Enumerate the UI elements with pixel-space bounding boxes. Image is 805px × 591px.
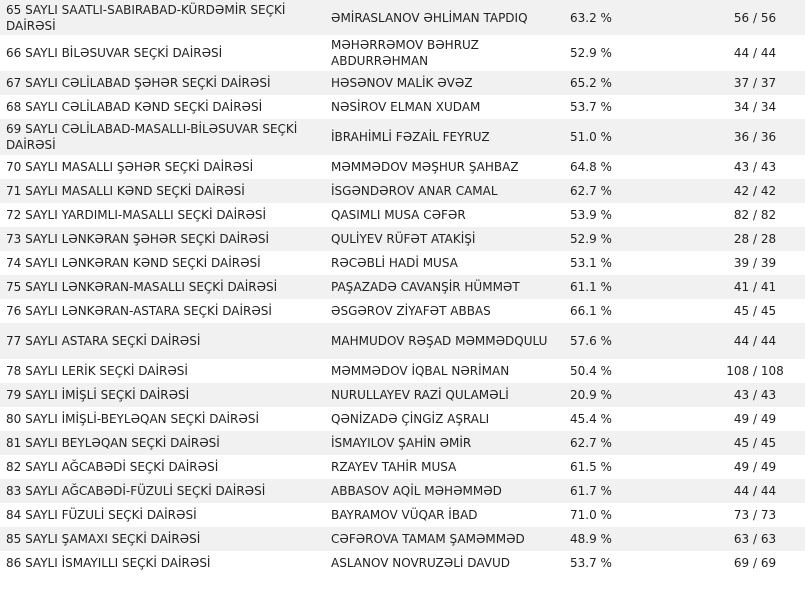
candidate-cell: NURULLAYEV RAZİ QULAMƏLİ: [325, 383, 564, 407]
district-cell: 76 SAYLI LƏNKƏRAN-ASTARA SEÇKİ DAİRƏSİ: [0, 299, 325, 323]
candidate-cell: PAŞAZADƏ CAVANŞİR HÜMMƏT: [325, 275, 564, 299]
percent-cell: 61.1 %: [564, 275, 699, 299]
candidate-cell: BAYRAMOV VÜQAR İBAD: [325, 503, 564, 527]
table-row: [0, 503, 805, 527]
percent-cell: 52.9 %: [564, 35, 699, 71]
percent-cell: 61.5 %: [564, 455, 699, 479]
stations-cell: 44 / 44: [699, 479, 805, 503]
candidate-cell: İSMAYILOV ŞAHİN ƏMİR: [325, 431, 564, 455]
stations-cell: 45 / 45: [699, 299, 805, 323]
district-cell: 77 SAYLI ASTARA SEÇKİ DAİRƏSİ: [0, 323, 325, 359]
table-row: [0, 383, 805, 407]
district-cell: 69 SAYLI CƏLİLABAD-MASALLI-BİLƏSUVAR SEÇKİ DAİRƏSİ: [0, 119, 325, 155]
stations-cell: 43 / 43: [699, 155, 805, 179]
district-cell: 85 SAYLI ŞAMAXI SEÇKİ DAİRƏSİ: [0, 527, 325, 551]
candidate-cell: QASIMLI MUSA CƏFƏR: [325, 203, 564, 227]
stations-cell: 73 / 73: [699, 503, 805, 527]
district-cell: 73 SAYLI LƏNKƏRAN ŞƏHƏR SEÇKİ DAİRƏSİ: [0, 227, 325, 251]
table-row: [0, 479, 805, 503]
candidate-cell: ASLANOV NOVRUZƏLİ DAVUD: [325, 551, 564, 575]
stations-cell: 49 / 49: [699, 455, 805, 479]
table-row: [0, 299, 805, 323]
stations-cell: 39 / 39: [699, 251, 805, 275]
stations-cell: 44 / 44: [699, 35, 805, 71]
candidate-cell: CƏFƏROVA TAMAM ŞAMƏMMƏD: [325, 527, 564, 551]
district-cell: 81 SAYLI BEYLƏQAN SEÇKİ DAİRƏSİ: [0, 431, 325, 455]
district-cell: 86 SAYLI İSMAYILLI SEÇKİ DAİRƏSİ: [0, 551, 325, 575]
table-row: [0, 95, 805, 119]
candidate-cell: NƏSİROV ELMAN XUDAM: [325, 95, 564, 119]
stations-cell: 63 / 63: [699, 527, 805, 551]
percent-cell: 61.7 %: [564, 479, 699, 503]
district-cell: 72 SAYLI YARDIMLI-MASALLI SEÇKİ DAİRƏSİ: [0, 203, 325, 227]
candidate-cell: RZAYEV TAHİR MUSA: [325, 455, 564, 479]
candidate-cell: İBRAHİMLİ FƏZAİL FEYRUZ: [325, 119, 564, 155]
percent-cell: 64.8 %: [564, 155, 699, 179]
percent-cell: 53.9 %: [564, 203, 699, 227]
district-cell: 80 SAYLI İMİŞLİ-BEYLƏQAN SEÇKİ DAİRƏSİ: [0, 407, 325, 431]
table-row: [0, 35, 805, 71]
candidate-cell: ƏSGƏROV ZİYAFƏT ABBAS: [325, 299, 564, 323]
stations-cell: 41 / 41: [699, 275, 805, 299]
table-row: [0, 179, 805, 203]
district-cell: 65 SAYLI SAATLI-SABIRABAD-KÜRDƏMİR SEÇKİ DAİRƏSİ: [0, 0, 325, 35]
district-cell: 75 SAYLI LƏNKƏRAN-MASALLI SEÇKİ DAİRƏSİ: [0, 275, 325, 299]
stations-cell: 43 / 43: [699, 383, 805, 407]
candidate-cell: MƏHƏRRƏMOV BƏHRUZ ABDURRƏHMAN: [325, 35, 564, 71]
table-row: [0, 431, 805, 455]
stations-cell: 36 / 36: [699, 119, 805, 155]
percent-cell: 65.2 %: [564, 71, 699, 95]
table-row: [0, 527, 805, 551]
percent-cell: 50.4 %: [564, 359, 699, 383]
district-cell: 70 SAYLI MASALLI ŞƏHƏR SEÇKİ DAİRƏSİ: [0, 155, 325, 179]
percent-cell: 66.1 %: [564, 299, 699, 323]
district-cell: 78 SAYLI LERİK SEÇKİ DAİRƏSİ: [0, 359, 325, 383]
table-row: [0, 251, 805, 275]
stations-cell: 45 / 45: [699, 431, 805, 455]
stations-cell: 49 / 49: [699, 407, 805, 431]
district-cell: 71 SAYLI MASALLI KƏND SEÇKİ DAİRƏSİ: [0, 179, 325, 203]
candidate-cell: MƏMMƏDOV İQBAL NƏRİMAN: [325, 359, 564, 383]
table-row: [0, 359, 805, 383]
table-row: [0, 71, 805, 95]
stations-cell: 44 / 44: [699, 323, 805, 359]
table-row: [0, 407, 805, 431]
percent-cell: 20.9 %: [564, 383, 699, 407]
table-row: [0, 119, 805, 155]
percent-cell: 62.7 %: [564, 431, 699, 455]
stations-cell: 69 / 69: [699, 551, 805, 575]
candidate-cell: MAHMUDOV RƏŞAD MƏMMƏDQULU: [325, 323, 564, 359]
stations-cell: 82 / 82: [699, 203, 805, 227]
table-row: [0, 323, 805, 359]
table-row: [0, 0, 805, 35]
candidate-cell: QULİYEV RÜFƏT ATAKİŞİ: [325, 227, 564, 251]
table-row: [0, 203, 805, 227]
percent-cell: 45.4 %: [564, 407, 699, 431]
candidate-cell: ƏMİRASLANOV ƏHLİMAN TAPDIQ: [325, 0, 564, 35]
stations-cell: 37 / 37: [699, 71, 805, 95]
table-row: [0, 155, 805, 179]
district-cell: 82 SAYLI AĞCABƏDİ SEÇKİ DAİRƏSİ: [0, 455, 325, 479]
stations-cell: 28 / 28: [699, 227, 805, 251]
district-cell: 84 SAYLI FÜZULİ SEÇKİ DAİRƏSİ: [0, 503, 325, 527]
district-cell: 67 SAYLI CƏLİLABAD ŞƏHƏR SEÇKİ DAİRƏSİ: [0, 71, 325, 95]
candidate-cell: MƏMMƏDOV MƏŞHUR ŞAHBAZ: [325, 155, 564, 179]
percent-cell: 57.6 %: [564, 323, 699, 359]
percent-cell: 63.2 %: [564, 0, 699, 35]
stations-cell: 42 / 42: [699, 179, 805, 203]
stations-cell: 108 / 108: [699, 359, 805, 383]
percent-cell: 51.0 %: [564, 119, 699, 155]
percent-cell: 62.7 %: [564, 179, 699, 203]
district-cell: 66 SAYLI BİLƏSUVAR SEÇKİ DAİRƏSİ: [0, 35, 325, 71]
table-row: [0, 551, 805, 575]
candidate-cell: HƏSƏNOV MALİK ƏVƏZ: [325, 71, 564, 95]
percent-cell: 53.7 %: [564, 551, 699, 575]
percent-cell: 53.1 %: [564, 251, 699, 275]
table-row: [0, 227, 805, 251]
percent-cell: 71.0 %: [564, 503, 699, 527]
table-row: [0, 275, 805, 299]
district-cell: 68 SAYLI CƏLİLABAD KƏND SEÇKİ DAİRƏSİ: [0, 95, 325, 119]
district-cell: 83 SAYLI AĞCABƏDİ-FÜZULİ SEÇKİ DAİRƏSİ: [0, 479, 325, 503]
percent-cell: 48.9 %: [564, 527, 699, 551]
stations-cell: 34 / 34: [699, 95, 805, 119]
district-cell: 74 SAYLI LƏNKƏRAN KƏND SEÇKİ DAİRƏSİ: [0, 251, 325, 275]
district-cell: 79 SAYLI İMİŞLİ SEÇKİ DAİRƏSİ: [0, 383, 325, 407]
candidate-cell: İSGƏNDƏROV ANAR CAMAL: [325, 179, 564, 203]
percent-cell: 53.7 %: [564, 95, 699, 119]
candidate-cell: RƏCƏBLİ HADİ MUSA: [325, 251, 564, 275]
table-row: [0, 455, 805, 479]
candidate-cell: ABBASOV AQİL MƏHƏMMƏD: [325, 479, 564, 503]
candidate-cell: QƏNİZADƏ ÇİNGİZ AŞRALI: [325, 407, 564, 431]
percent-cell: 52.9 %: [564, 227, 699, 251]
stations-cell: 56 / 56: [699, 0, 805, 35]
